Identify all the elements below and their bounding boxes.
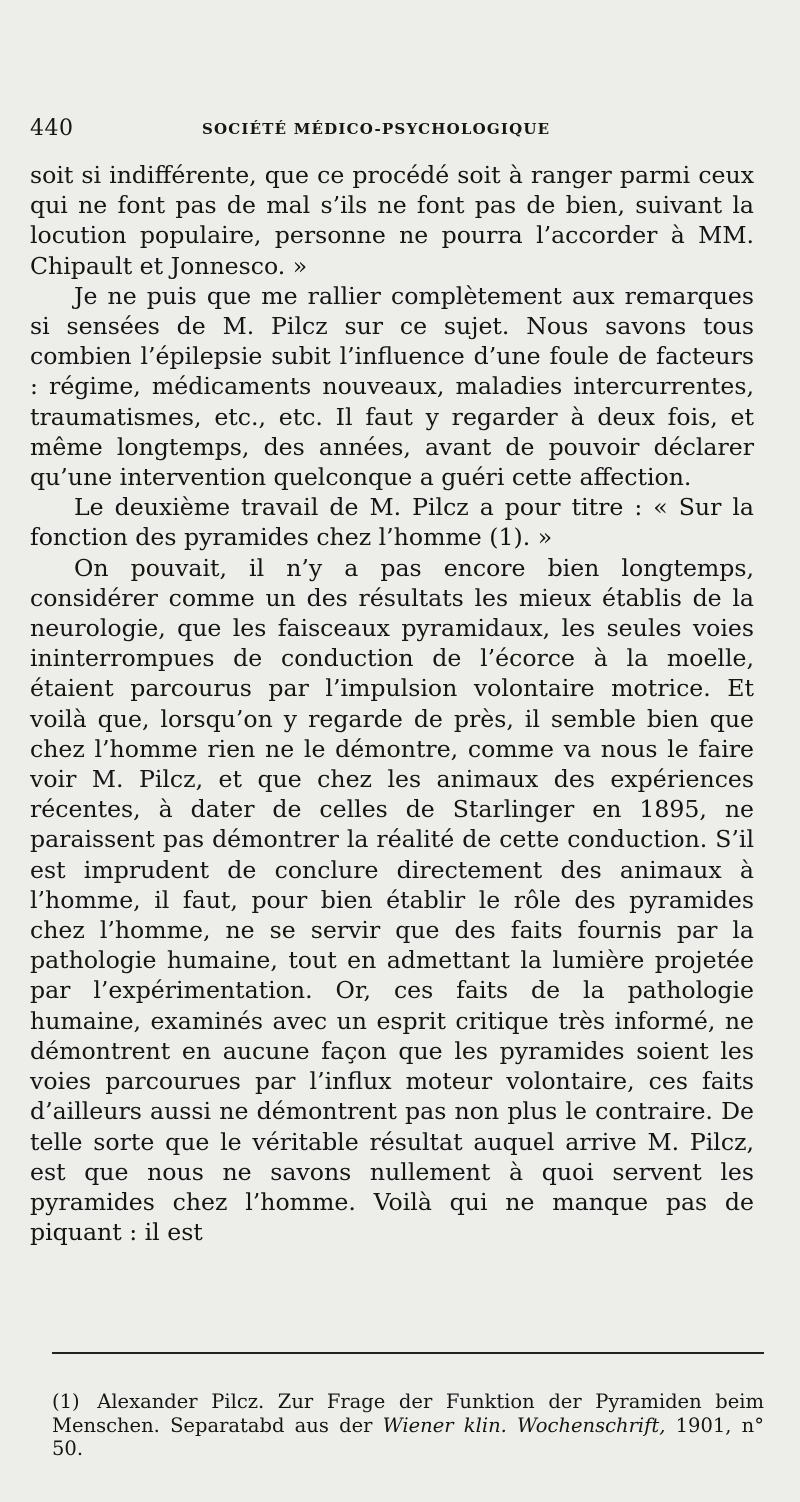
paragraph-pyramids-discussion: On pouvait, il n’y a pas encore bien longtemps, considérer comme un des résultats les mieux établis de la neurologie, que les faisceaux pyramidaux, les seules voies ininterrompues de conduction de l’écorce à la moelle, étaient parcourus par l’impulsion volontaire motrice. Et voilà que, lorsqu’on y regarde de près, il semble bien que chez l’homme rien ne le démontre, comme va nous le faire voir M. Pilcz, et que chez les animaux des expériences récentes, à dater de celles de Starlinger en 1895, ne paraissent pas démontrer la réalité de cette conduction. S’il est imprudent de conclure directement des animaux à l’homme, il faut, pour bien établir le rôle des pyramides chez l’homme, ne se servir que des faits fournis par la pathologie humaine, tout en admettant la lumière projetée par l’expérimentation. Or, ces faits de la pathologie humaine, examinés avec un esprit critique très informé, ne démontrent en aucune façon que les pyramides soient les voies parcourues par l’influx moteur volontaire, ces faits d’ailleurs aussi ne démontrent pas non plus le contraire. De telle sorte que le véritable résultat auquel arrive M. Pilcz, est que nous ne savons nullement à quoi servent les pyramides chez l’homme. Voilà qui ne manque pas de piquant : il est (30, 553, 754, 1247)
paragraph-continuation: soit si indifférente, que ce procédé soit à ranger parmi ceux qui ne font pas de mal s’ils ne font pas de bien, suivant la locution populaire, personne ne pourra l’accorder à MM. Chipault et Jonnesco. » (30, 161, 754, 280)
running-head: SOCIÉTÉ MÉDICO-PSYCHOLOGIQUE (202, 120, 551, 138)
body-text (30, 160, 754, 1247)
footnote-text-before: Alexander Pilcz. Zur Frage der Funktion der Pyramiden beim Menschen. Separatabd aus der (52, 1390, 764, 1437)
footnotes (52, 1390, 764, 1461)
footnote-divider (52, 1352, 764, 1354)
paragraph-epilepsy-remarks: Je ne puis que me rallier complètement aux remarques si sensées de M. Pilcz sur ce sujet. Nous savons tous combien l’épilepsie subit l’influence d’une foule de facteurs : régime, médicaments nouveaux, maladies intercurrentes, traumatismes, etc., etc. Il faut y regarder à deux fois, et même longtemps, des années, avant de pouvoir déclarer qu’une intervention quelconque a guéri cette affection. (30, 281, 754, 492)
footnote-journal-title: Wiener klin. Wochenschrift, (382, 1413, 666, 1437)
page-number: 440 (30, 116, 74, 141)
footnote-marker: (1) (52, 1390, 80, 1413)
paragraph-second-work-title: Le deuxième travail de M. Pilcz a pour titre : « Sur la fonction des pyramides chez l’homme (1). » (30, 493, 754, 552)
footnote-1 (52, 1390, 764, 1461)
footnote-text-after: 1901, n° 50. (52, 1413, 764, 1460)
page-header (30, 116, 770, 146)
